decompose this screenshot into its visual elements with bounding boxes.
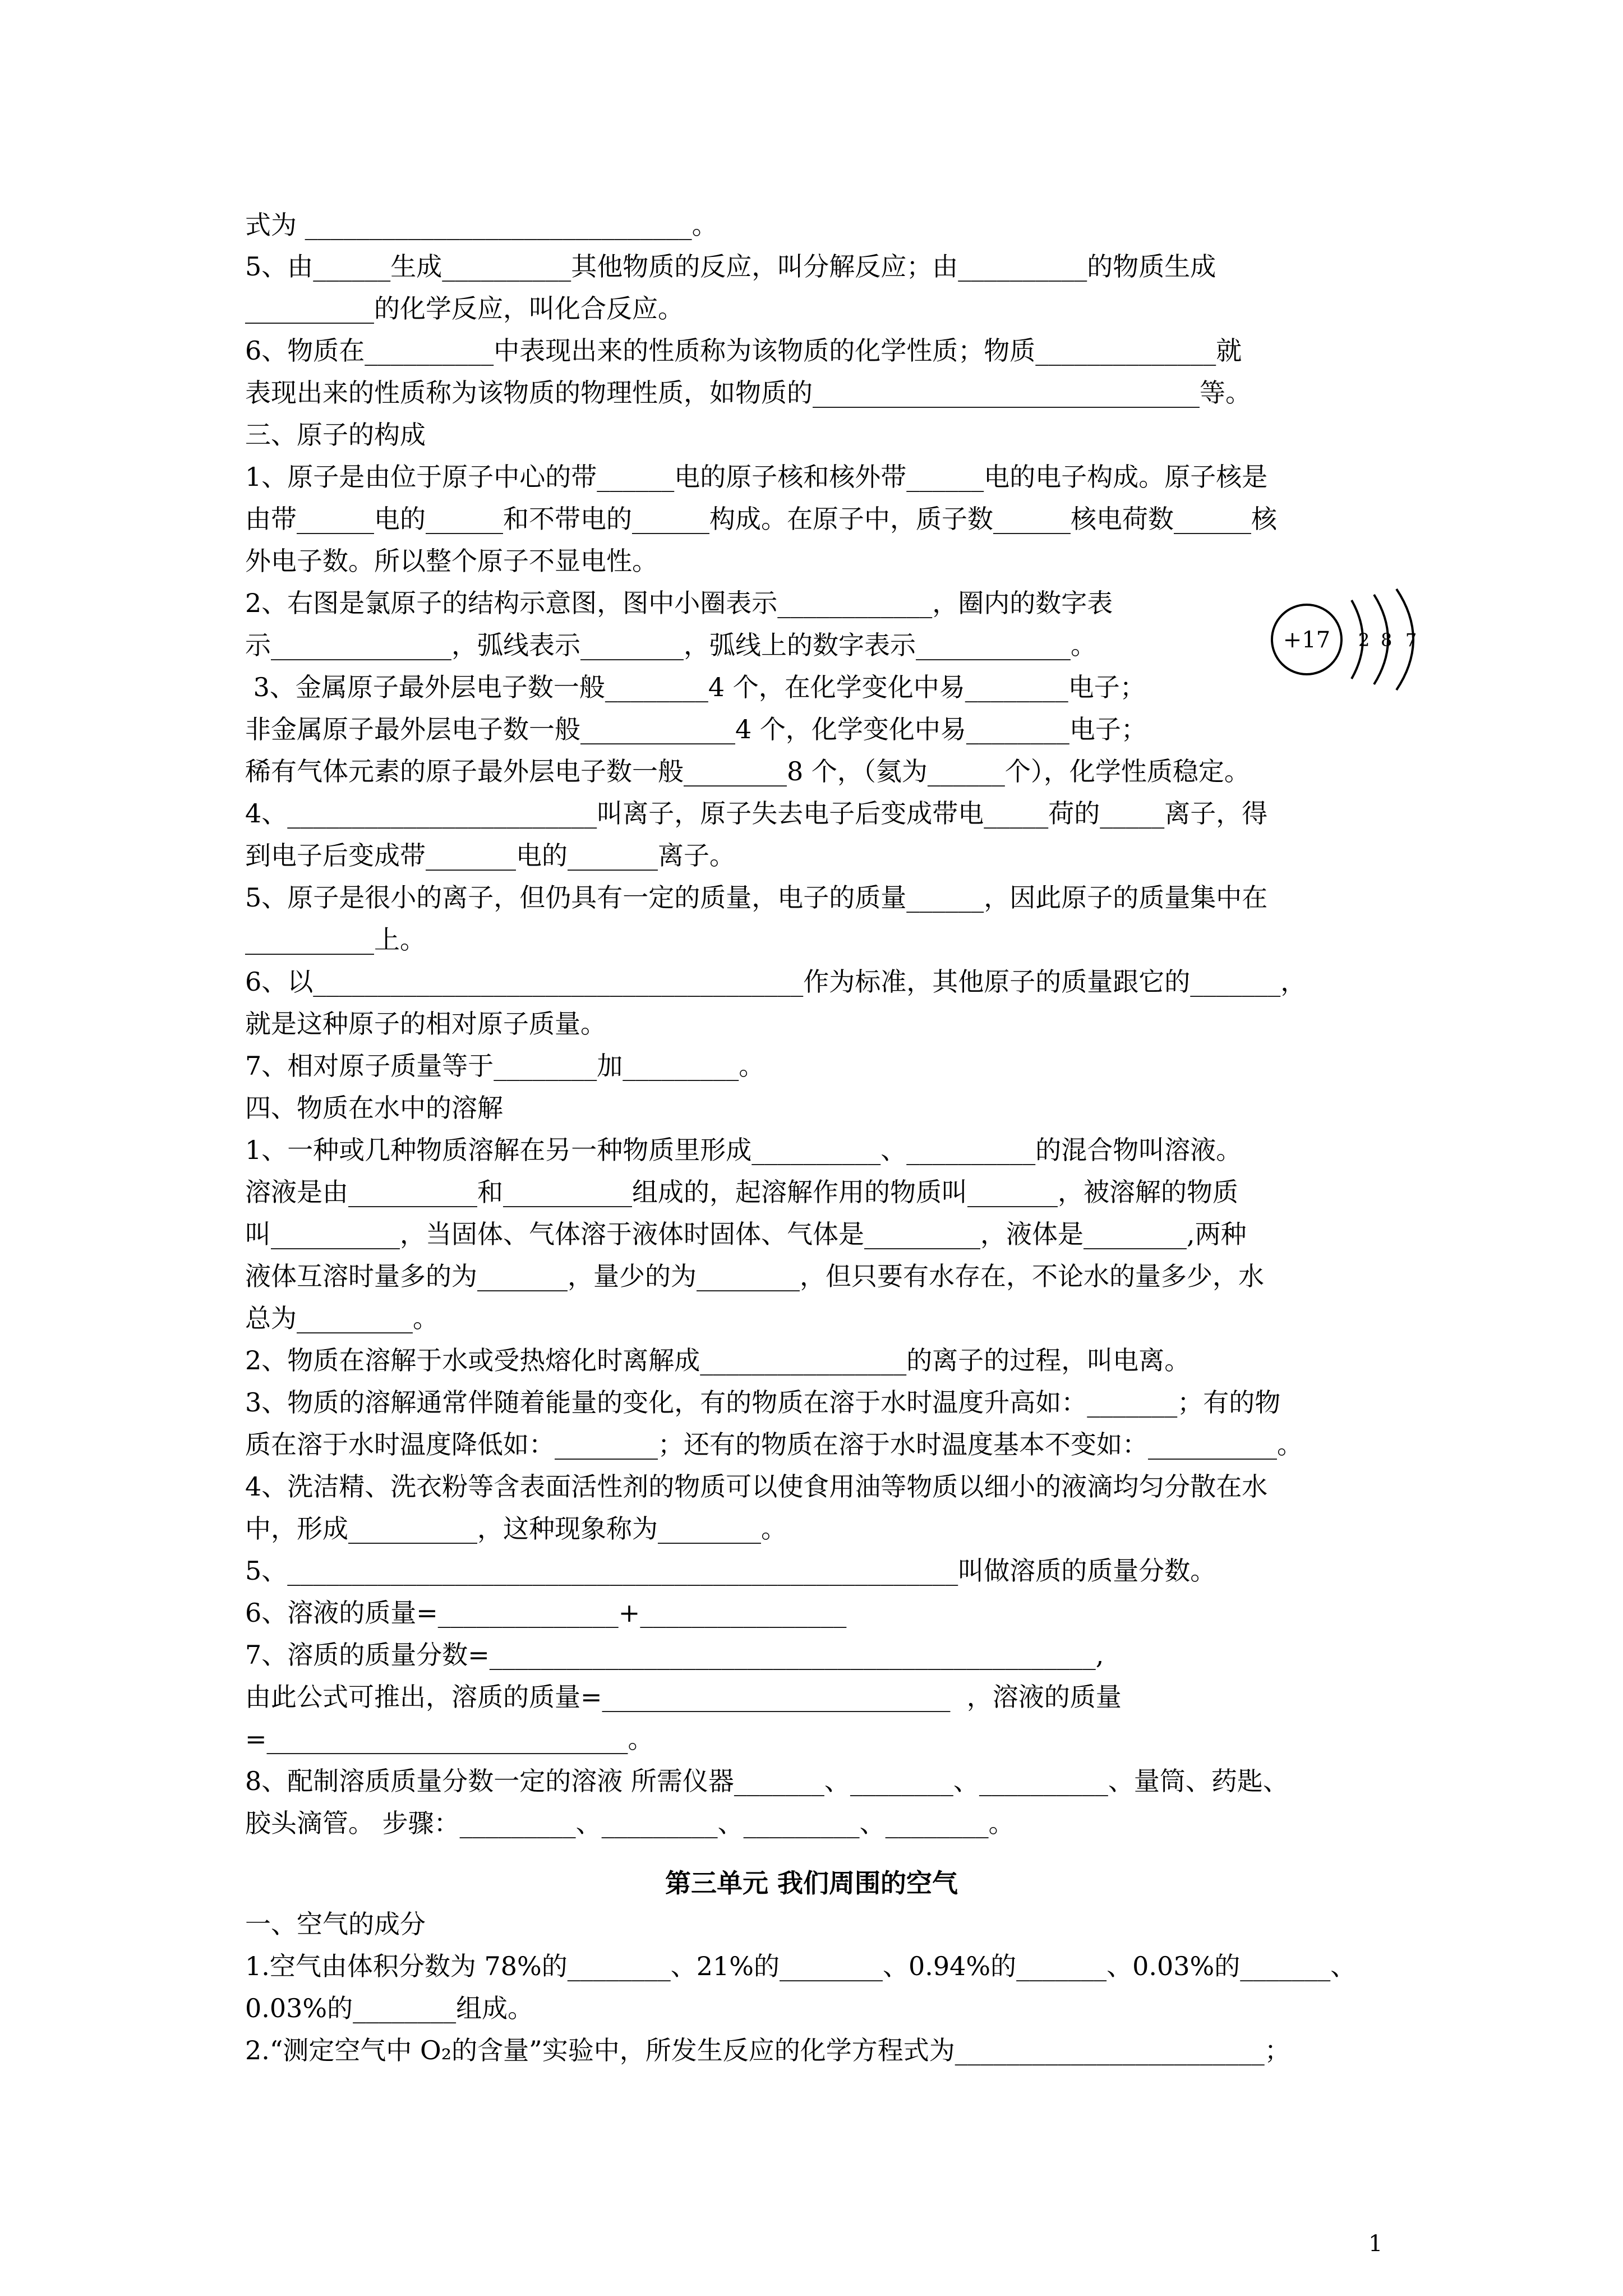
text-line: 8、配制溶质质量分数一定的溶液 所需仪器_______、________、__________、量筒、药匙、 — [245, 1766, 1289, 1796]
text-line: 外电子数。所以整个原子不显电性。 — [245, 546, 658, 576]
text-line: 7、相对原子质量等于________加_________。 — [245, 1051, 765, 1081]
text-line: 总为_________。 — [245, 1303, 439, 1333]
text-line: 5、由______生成__________其他物质的反应，叫分解反应；由__________的物质生成 — [245, 251, 1216, 282]
text-line: 5、____________________________________________________叫做溶质的质量分数。 — [245, 1556, 1216, 1586]
text-line: 6、以______________________________________作为标准，其他原子的质量跟它的_______， — [245, 967, 1307, 997]
text-line: __________上。 — [245, 924, 426, 955]
page-number: 1 — [1368, 2231, 1383, 2257]
text-line: 2.“测定空气中 O₂的含量”实验中，所发生反应的化学方程式为________________________； — [245, 2035, 1290, 2065]
text-line: 2、右图是氯原子的结构示意图，图中小圈表示____________，圈内的数字表 — [245, 588, 1113, 618]
text-line: 溶液是由__________和__________组成的，起溶解作用的物质叫_______，被溶解的物质 — [245, 1177, 1238, 1207]
text-line: 由此公式可推出，溶质的质量=___________________________ ，溶液的质量 — [245, 1682, 1122, 1712]
text-line: 到电子后变成带_______电的_______离子。 — [245, 840, 735, 871]
shell-electron-count: 7 — [1405, 629, 1417, 651]
text-line: 6、物质在__________中表现出来的性质称为该物质的化学性质；物质______________就 — [245, 335, 1242, 366]
unit-title: 第三单元 我们周围的空气 — [665, 1868, 958, 1898]
text-line: 叫__________，当固体、气体溶于液体时固体、气体是_________，液体是________,两种 — [245, 1219, 1247, 1249]
text-line: 5、原子是很小的离子，但仍具有一定的质量，电子的质量______，因此原子的质量集中在 — [245, 882, 1268, 913]
text-line: 4、________________________叫离子，原子失去电子后变成带电_____荷的_____离子，得 — [245, 798, 1268, 829]
text-line: 就是这种原子的相对原子质量。 — [245, 1009, 606, 1039]
section-heading: 四、物质在水中的溶解 — [245, 1093, 503, 1123]
text-line: 1、一种或几种物质溶解在另一种物质里形成__________、__________的混合物叫溶液。 — [245, 1135, 1242, 1165]
text-line: 3、金属原子最外层电子数一般________4 个，在化学变化中易________电子； — [245, 672, 1146, 702]
text-line: 胶头滴管。 步骤：_________、_________、_________、________。 — [245, 1808, 1015, 1838]
text-line: 稀有气体元素的原子最外层电子数一般________8 个，（氦为______个），化学性质稳定。 — [245, 756, 1250, 786]
text-line: 7、溶质的质量分数=_______________________________________________, — [245, 1640, 1104, 1670]
text-line: 中，形成__________，这种现象称为________。 — [245, 1513, 787, 1544]
text-line: 2、物质在溶解于水或受热熔化时离解成________________的离子的过程，叫电离。 — [245, 1345, 1191, 1375]
text-line: 由带______电的______和不带电的______构成。在原子中，质子数______核电荷数______核 — [245, 504, 1277, 534]
section-heading: 一、空气的成分 — [245, 1909, 426, 1939]
text-line: 液体互溶时量多的为_______，量少的为________，但只要有水存在，不论水的量多少，水 — [245, 1261, 1264, 1291]
text-line: 示______________，弧线表示________，弧线上的数字表示____________。 — [245, 630, 1096, 660]
nucleus-charge: +17 — [1283, 627, 1331, 653]
text-line: 非金属原子最外层电子数一般____________4 个，化学变化中易________电子； — [245, 714, 1147, 744]
text-line: 1、原子是由位于原子中心的带______电的原子核和核外带______电的电子构成。原子核是 — [245, 462, 1268, 492]
text-line: 6、溶液的质量=______________+________________ — [245, 1598, 847, 1628]
text-line: 1.空气由体积分数为 78%的________、21%的________、0.94%的_______、0.03%的_______、 — [245, 1951, 1357, 1981]
text-line: 式为 ______________________________。 — [245, 210, 718, 240]
section-heading: 三、原子的构成 — [245, 420, 426, 450]
atom-structure-diagram — [1262, 583, 1447, 696]
text-line: 质在溶于水时温度降低如：________；还有的物质在溶于水时温度基本不变如：__________。 — [245, 1429, 1303, 1460]
text-line: =____________________________。 — [245, 1724, 654, 1754]
text-line: __________的化学反应，叫化合反应。 — [245, 293, 684, 324]
text-line: 0.03%的________组成。 — [245, 1993, 534, 2023]
shell-electron-count: 2 — [1358, 629, 1370, 651]
text-line: 3、物质的溶解通常伴随着能量的变化，有的物质在溶于水时温度升高如：_______；有的物 — [245, 1387, 1281, 1418]
text-line: 4、洗洁精、洗衣粉等含表面活性剂的物质可以使食用油等物质以细小的液滴均匀分散在水 — [245, 1471, 1268, 1502]
shell-electron-count: 8 — [1381, 629, 1393, 651]
text-line: 表现出来的性质称为该物质的物理性质，如物质的______________________________等。 — [245, 378, 1251, 408]
